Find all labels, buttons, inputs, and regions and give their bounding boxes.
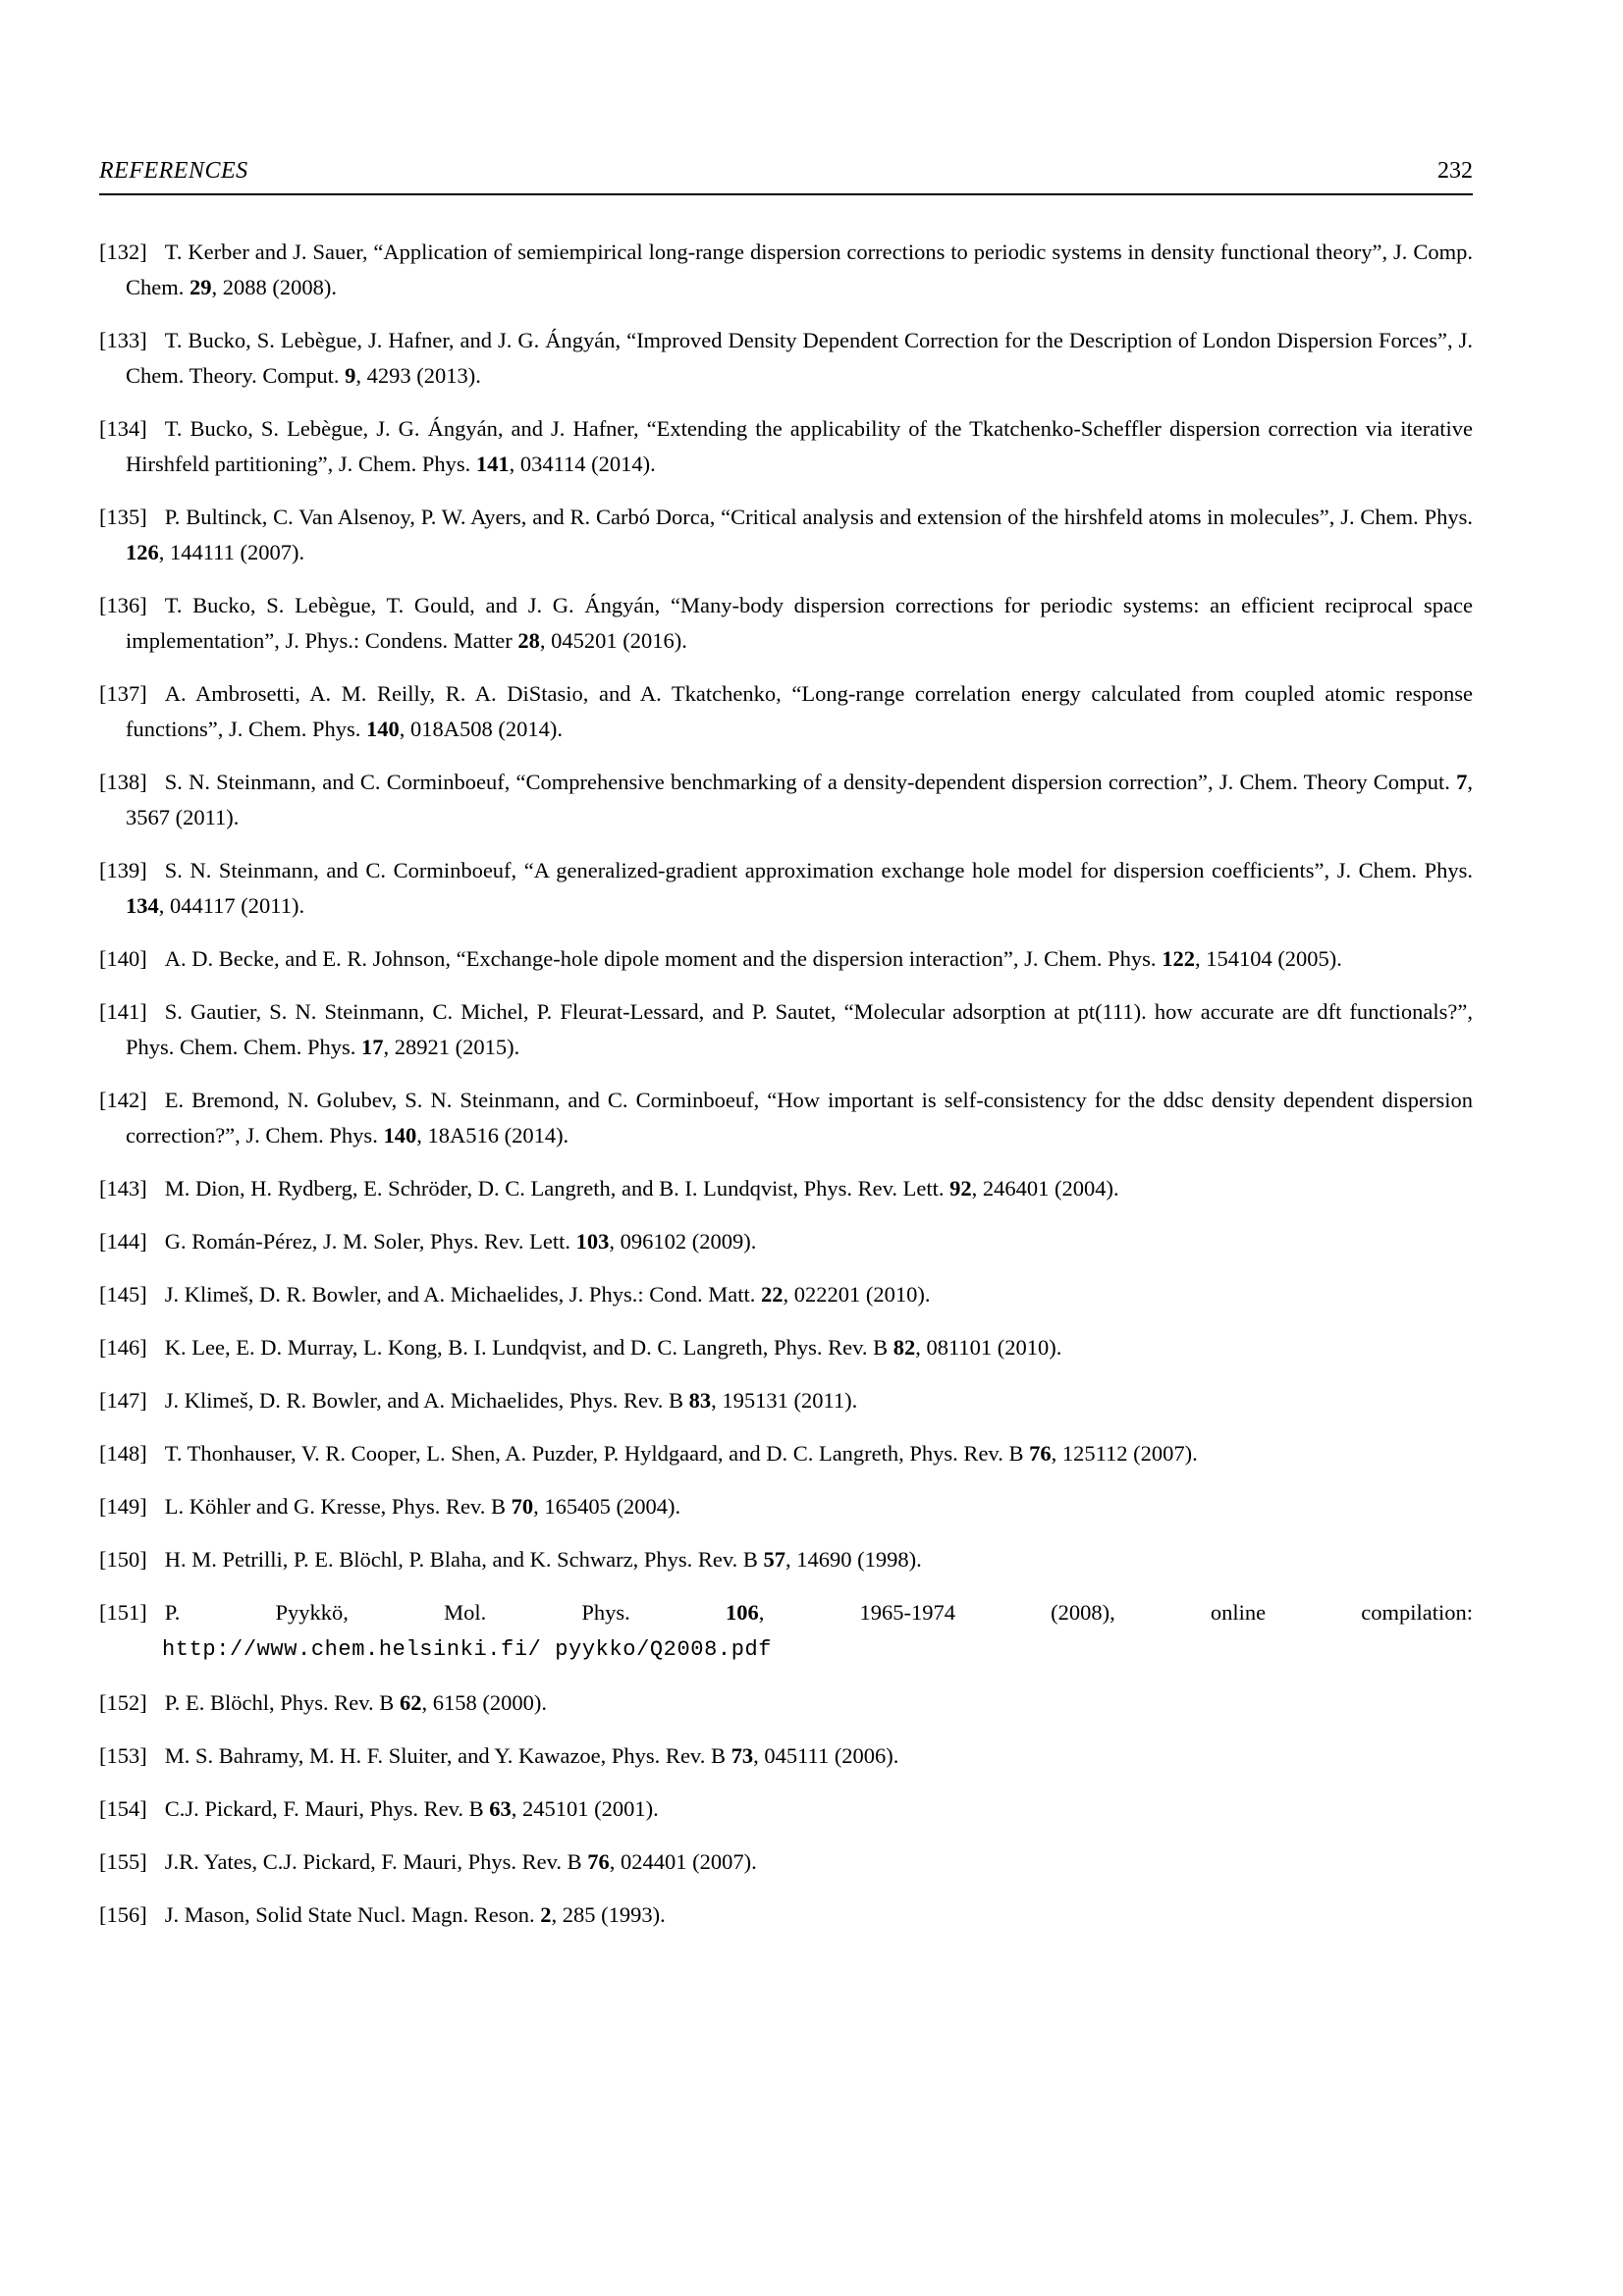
reference-label: [147] <box>99 1388 147 1413</box>
reference-text: S. N. Steinmann, and C. Corminboeuf, “Comprehensive benchmarking of a density-dependent dispersion correction”, J. Chem. Theory Comput. <box>164 770 1457 794</box>
reference-label: [152] <box>99 1690 147 1715</box>
document-page <box>99 0 1473 2296</box>
reference-item <box>99 1897 1473 1933</box>
reference-volume: 17 <box>361 1035 384 1059</box>
reference-label: [156] <box>99 1902 147 1927</box>
reference-text: T. Bucko, S. Lebègue, J. Hafner, and J. G. Ángyán, “Improved Density Dependent Correction for the Description of London Dispersion Forces”, J. Chem. Theory. Comput. <box>126 328 1473 388</box>
reference-text: L. Köhler and G. Kresse, Phys. Rev. B <box>164 1494 512 1519</box>
reference-item <box>99 1083 1473 1153</box>
reference-url[interactable]: http://www.chem.helsinki.fi/ pyykko/Q2008.pdf <box>162 1637 773 1662</box>
reference-text: T. Bucko, S. Lebègue, T. Gould, and J. G. Ángyán, “Many-body dispersion corrections for periodic systems: an efficient reciprocal space implementation”, J. Phys.: Condens. Matter <box>126 593 1473 653</box>
reference-label: [137] <box>99 681 147 706</box>
reference-text: J. Mason, Solid State Nucl. Magn. Reson. <box>164 1902 541 1927</box>
header-rule <box>99 193 1473 195</box>
reference-text: , 045111 (2006). <box>753 1743 899 1768</box>
reference-item <box>99 994 1473 1065</box>
reference-volume: 28 <box>517 628 540 653</box>
reference-volume: 63 <box>489 1796 512 1821</box>
reference-text: T. Thonhauser, V. R. Cooper, L. Shen, A. Puzder, P. Hyldgaard, and D. C. Langreth, Phys. Rev. B <box>164 1441 1030 1466</box>
reference-text: , 022201 (2010). <box>783 1282 931 1307</box>
reference-text: J. Klimeš, D. R. Bowler, and A. Michaelides, Phys. Rev. B <box>164 1388 689 1413</box>
reference-text: C.J. Pickard, F. Mauri, Phys. Rev. B <box>164 1796 490 1821</box>
reference-text: J.R. Yates, C.J. Pickard, F. Mauri, Phys. Rev. B <box>164 1849 588 1874</box>
reference-volume: 70 <box>511 1494 534 1519</box>
reference-item <box>99 1595 1473 1668</box>
reference-text: , 096102 (2009). <box>609 1229 757 1254</box>
reference-item <box>99 1542 1473 1577</box>
reference-label: [133] <box>99 328 147 352</box>
reference-volume: 9 <box>345 363 356 388</box>
reference-item <box>99 1330 1473 1365</box>
reference-item <box>99 500 1473 570</box>
reference-item <box>99 1685 1473 1721</box>
reference-volume: 22 <box>760 1282 784 1307</box>
reference-text: , 14690 (1998). <box>785 1547 922 1572</box>
reference-label: [139] <box>99 858 147 882</box>
reference-item <box>99 235 1473 305</box>
reference-volume: 29 <box>189 275 212 299</box>
reference-text: , 144111 (2007). <box>158 540 305 564</box>
reference-text: , 081101 (2010). <box>915 1335 1062 1360</box>
page-number: 232 <box>1437 158 1473 184</box>
reference-label: [154] <box>99 1796 147 1821</box>
reference-volume: 106 <box>725 1600 759 1625</box>
reference-text: , 6158 (2000). <box>421 1690 547 1715</box>
reference-text: , 125112 (2007). <box>1051 1441 1198 1466</box>
reference-text: G. Román-Pérez, J. M. Soler, Phys. Rev. Lett. <box>164 1229 576 1254</box>
reference-text: H. M. Petrilli, P. E. Blöchl, P. Blaha, and K. Schwarz, Phys. Rev. B <box>164 1547 764 1572</box>
reference-text: , 245101 (2001). <box>511 1796 659 1821</box>
reference-item <box>99 1171 1473 1206</box>
reference-text: T. Kerber and J. Sauer, “Application of semiempirical long-range dispersion corrections to periodic systems in density functional theory”, J. Comp. Chem. <box>126 240 1473 299</box>
reference-volume: 83 <box>688 1388 712 1413</box>
reference-text: , 28921 (2015). <box>383 1035 520 1059</box>
reference-label: [136] <box>99 593 147 617</box>
reference-volume: 134 <box>126 893 159 918</box>
reference-text: A. D. Becke, and E. R. Johnson, “Exchange-hole dipole moment and the dispersion interaction”, J. Chem. Phys. <box>164 946 1163 971</box>
reference-item <box>99 323 1473 394</box>
reference-text: P. E. Blöchl, Phys. Rev. B <box>164 1690 400 1715</box>
reference-volume: 82 <box>893 1335 916 1360</box>
reference-label: [150] <box>99 1547 147 1572</box>
reference-volume: 2 <box>540 1902 552 1927</box>
reference-item <box>99 765 1473 835</box>
reference-text: , 154104 (2005). <box>1194 946 1342 971</box>
reference-label: [132] <box>99 240 147 264</box>
reference-text: , 024401 (2007). <box>609 1849 757 1874</box>
reference-text: S. N. Steinmann, and C. Corminboeuf, “A generalized-gradient approximation exchange hole model for dispersion coefficients”, J. Chem. Phys. <box>164 858 1473 882</box>
reference-volume: 62 <box>399 1690 422 1715</box>
reference-text: , 1965-1974 (2008), online compilation: <box>758 1600 1474 1625</box>
reference-item <box>99 1277 1473 1312</box>
reference-volume: 73 <box>730 1743 754 1768</box>
reference-volume: 141 <box>475 452 510 476</box>
reference-item <box>99 941 1473 977</box>
reference-item <box>99 1224 1473 1259</box>
reference-volume: 76 <box>587 1849 610 1874</box>
running-header-title: REFERENCES <box>99 158 248 184</box>
reference-label: [155] <box>99 1849 147 1874</box>
reference-label: [151] <box>99 1600 147 1625</box>
reference-item <box>99 1791 1473 1827</box>
reference-label: [145] <box>99 1282 147 1307</box>
reference-label: [153] <box>99 1743 147 1768</box>
reference-text: , 165405 (2004). <box>533 1494 681 1519</box>
references-list <box>99 235 1473 1950</box>
reference-text: , 034114 (2014). <box>509 452 656 476</box>
reference-item <box>99 1436 1473 1471</box>
reference-text: K. Lee, E. D. Murray, L. Kong, B. I. Lundqvist, and D. C. Langreth, Phys. Rev. B <box>164 1335 893 1360</box>
reference-text: , 195131 (2011). <box>711 1388 858 1413</box>
reference-volume: 76 <box>1029 1441 1052 1466</box>
reference-label: [138] <box>99 770 147 794</box>
reference-text: M. Dion, H. Rydberg, E. Schröder, D. C. Langreth, and B. I. Lundqvist, Phys. Rev. Lett. <box>164 1176 950 1201</box>
reference-item <box>99 1383 1473 1418</box>
reference-text: M. S. Bahramy, M. H. F. Sluiter, and Y. Kawazoe, Phys. Rev. B <box>164 1743 731 1768</box>
reference-item <box>99 676 1473 747</box>
reference-text: , 4293 (2013). <box>355 363 481 388</box>
reference-volume: 7 <box>1456 770 1468 794</box>
reference-item <box>99 1738 1473 1774</box>
reference-text: , 246401 (2004). <box>971 1176 1119 1201</box>
reference-label: [135] <box>99 505 147 529</box>
running-header <box>99 157 1473 185</box>
reference-volume: 103 <box>575 1229 610 1254</box>
reference-item <box>99 1489 1473 1524</box>
reference-label: [149] <box>99 1494 147 1519</box>
reference-volume: 140 <box>383 1123 417 1148</box>
reference-label: [140] <box>99 946 147 971</box>
reference-label: [141] <box>99 999 147 1024</box>
reference-text: E. Bremond, N. Golubev, S. N. Steinmann, and C. Corminboeuf, “How important is self-consistency for the ddsc density dependent dispersion correction?”, J. Chem. Phys. <box>126 1088 1473 1148</box>
reference-volume: 57 <box>763 1547 786 1572</box>
reference-label: [142] <box>99 1088 147 1112</box>
reference-volume: 122 <box>1162 946 1195 971</box>
reference-item <box>99 853 1473 924</box>
reference-text: , 3567 (2011). <box>126 770 1473 829</box>
reference-item <box>99 588 1473 659</box>
reference-label: [146] <box>99 1335 147 1360</box>
reference-label: [148] <box>99 1441 147 1466</box>
reference-text: , 285 (1993). <box>551 1902 666 1927</box>
reference-text: P. Bultinck, C. Van Alsenoy, P. W. Ayers, and R. Carbó Dorca, “Critical analysis and extension of the hirshfeld atoms in molecules”, J. Chem. Phys. <box>164 505 1473 529</box>
reference-text: S. Gautier, S. N. Steinmann, C. Michel, P. Fleurat-Lessard, and P. Sautet, “Molecular adsorption at pt(111). how accurate are dft functionals?”, Phys. Chem. Chem. Phys. <box>126 999 1473 1059</box>
reference-text: A. Ambrosetti, A. M. Reilly, R. A. DiStasio, and A. Tkatchenko, “Long-range correlation energy calculated from coupled atomic response functions”, J. Chem. Phys. <box>126 681 1473 741</box>
reference-item <box>99 1844 1473 1880</box>
reference-text: P. Pyykkö, Mol. Phys. <box>164 1600 726 1625</box>
reference-text: , 018A508 (2014). <box>399 717 563 741</box>
reference-text: , 18A516 (2014). <box>416 1123 569 1148</box>
reference-text: T. Bucko, S. Lebègue, J. G. Ángyán, and J. Hafner, “Extending the applicability of the Tkatchenko-Scheffler dispersion correction via iterative Hirshfeld partitioning”, J. Chem. Phys. <box>126 416 1473 476</box>
reference-volume: 140 <box>366 717 400 741</box>
reference-text: , 044117 (2011). <box>158 893 305 918</box>
reference-text: J. Klimeš, D. R. Bowler, and A. Michaelides, J. Phys.: Cond. Matt. <box>164 1282 761 1307</box>
reference-item <box>99 411 1473 482</box>
reference-label: [143] <box>99 1176 147 1201</box>
reference-volume: 126 <box>126 540 159 564</box>
reference-text: , 2088 (2008). <box>211 275 337 299</box>
reference-text: , 045201 (2016). <box>539 628 687 653</box>
reference-volume: 92 <box>949 1176 972 1201</box>
reference-label: [134] <box>99 416 147 441</box>
reference-label: [144] <box>99 1229 147 1254</box>
